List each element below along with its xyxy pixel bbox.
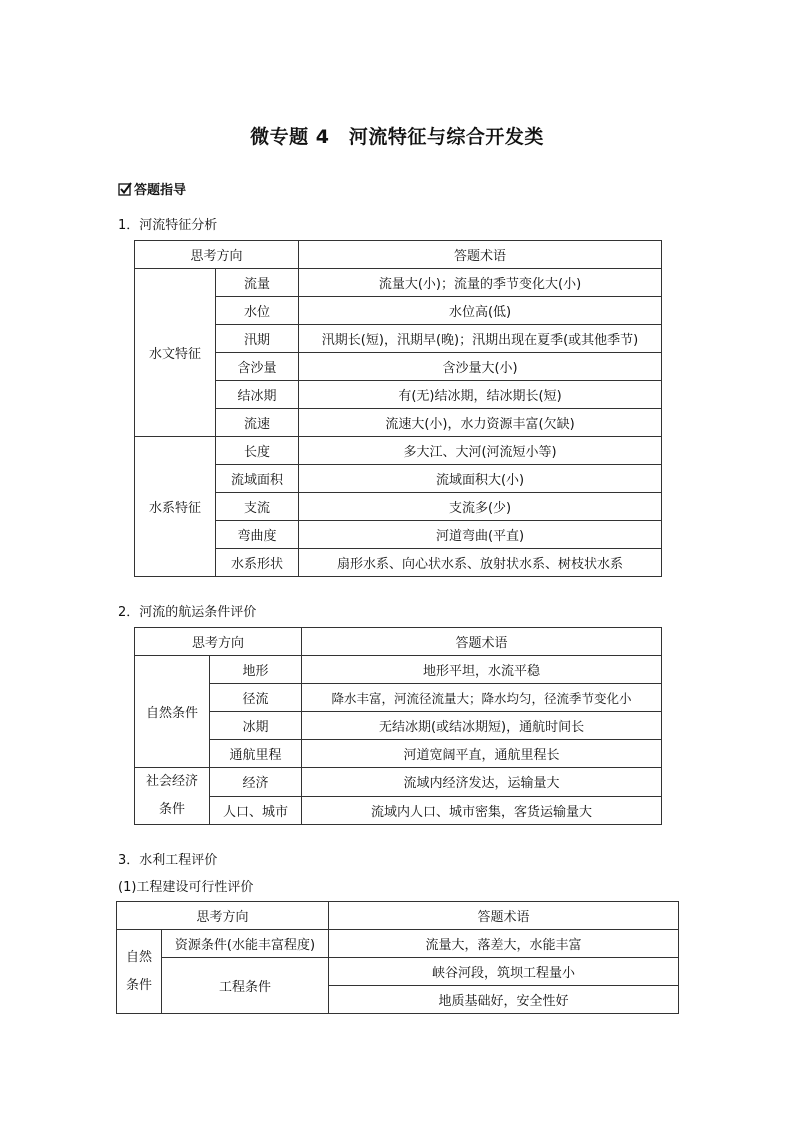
row-term: 流域内人口、城市密集，客货运输量大 (302, 796, 662, 825)
row-term: 支流多(少) (299, 493, 662, 521)
header-direction: 思考方向 (135, 241, 299, 269)
row-term: 地质基础好，安全性好 (329, 986, 679, 1014)
answer-guide-heading (118, 179, 186, 198)
table-row (135, 656, 662, 684)
row-term: 降水丰富，河流径流量大；降水均匀，径流季节变化小 (302, 684, 662, 712)
row-label: 水位 (216, 297, 299, 325)
row-term: 含沙量大(小) (299, 353, 662, 381)
row-term: 无结冰期(或结冰期短)，通航时间长 (302, 712, 662, 740)
table-row (117, 930, 679, 958)
table-header-row (117, 902, 679, 930)
section-3-subheading: (1)工程建设可行性评价 (118, 880, 254, 895)
navigation-evaluation-table (134, 627, 662, 825)
row-term: 流量大(小)；流量的季节变化大(小) (299, 269, 662, 297)
row-label: 资源条件(水能丰富程度) (162, 930, 329, 958)
row-label: 人口、城市 (210, 796, 302, 825)
table-header-row (135, 241, 662, 269)
row-label: 弯曲度 (216, 521, 299, 549)
table-row (135, 740, 662, 768)
section-2-heading: 2．河流的航运条件评价 (118, 605, 257, 620)
row-term: 多大江、大河(河流短小等) (299, 437, 662, 465)
row-label: 结冰期 (216, 381, 299, 409)
table-row (135, 768, 662, 797)
row-term: 流量大，落差大，水能丰富 (329, 930, 679, 958)
group-natural-conditions: 自然条件 (117, 930, 162, 1014)
header-direction: 思考方向 (135, 628, 302, 656)
group-socioeconomic-conditions: 社会经济条件 (135, 768, 210, 825)
table-row (135, 269, 662, 297)
row-label: 地形 (210, 656, 302, 684)
row-label: 冰期 (210, 712, 302, 740)
answer-guide-label: 答题指导 (134, 183, 187, 198)
row-label: 流速 (216, 409, 299, 437)
row-term: 流速大(小)，水力资源丰富(欠缺) (299, 409, 662, 437)
table-row (135, 684, 662, 712)
section-1-heading: 1．河流特征分析 (118, 218, 218, 233)
row-term: 有(无)结冰期，结冰期长(短) (299, 381, 662, 409)
table-header-row (135, 628, 662, 656)
row-term: 河道宽阔平直，通航里程长 (302, 740, 662, 768)
header-direction: 思考方向 (117, 902, 329, 930)
row-term: 河道弯曲(平直) (299, 521, 662, 549)
row-label-engineering: 工程条件 (162, 958, 329, 1014)
row-term: 水位高(低) (299, 297, 662, 325)
header-terms: 答题术语 (299, 241, 662, 269)
row-term: 峡谷河段，筑坝工程量小 (329, 958, 679, 986)
table-row (135, 712, 662, 740)
group-river-system: 水系特征 (135, 437, 216, 577)
row-term: 地形平坦，水流平稳 (302, 656, 662, 684)
row-label: 通航里程 (210, 740, 302, 768)
header-terms: 答题术语 (329, 902, 679, 930)
feasibility-evaluation-table (116, 901, 679, 1014)
row-label: 长度 (216, 437, 299, 465)
row-label: 径流 (210, 684, 302, 712)
header-terms: 答题术语 (302, 628, 662, 656)
row-label: 汛期 (216, 325, 299, 353)
table-row (117, 958, 679, 986)
row-label: 水系形状 (216, 549, 299, 577)
row-label: 含沙量 (216, 353, 299, 381)
table-row (135, 437, 662, 465)
row-label: 流量 (216, 269, 299, 297)
river-features-table (134, 240, 662, 577)
section-3-heading: 3．水利工程评价 (118, 853, 218, 868)
row-term: 流域面积大(小) (299, 465, 662, 493)
row-label: 经济 (210, 768, 302, 797)
table-row (135, 796, 662, 825)
group-natural-conditions: 自然条件 (135, 656, 210, 768)
checkbox-checked-icon (118, 182, 132, 196)
row-term: 流域内经济发达，运输量大 (302, 768, 662, 797)
row-label: 支流 (216, 493, 299, 521)
row-label: 流域面积 (216, 465, 299, 493)
row-term: 扇形水系、向心状水系、放射状水系、树枝状水系 (299, 549, 662, 577)
page-title: 微专题 4 河流特征与综合开发类 (250, 126, 544, 148)
group-hydrology: 水文特征 (135, 269, 216, 437)
row-term: 汛期长(短)，汛期早(晚)；汛期出现在夏季(或其他季节) (299, 325, 662, 353)
